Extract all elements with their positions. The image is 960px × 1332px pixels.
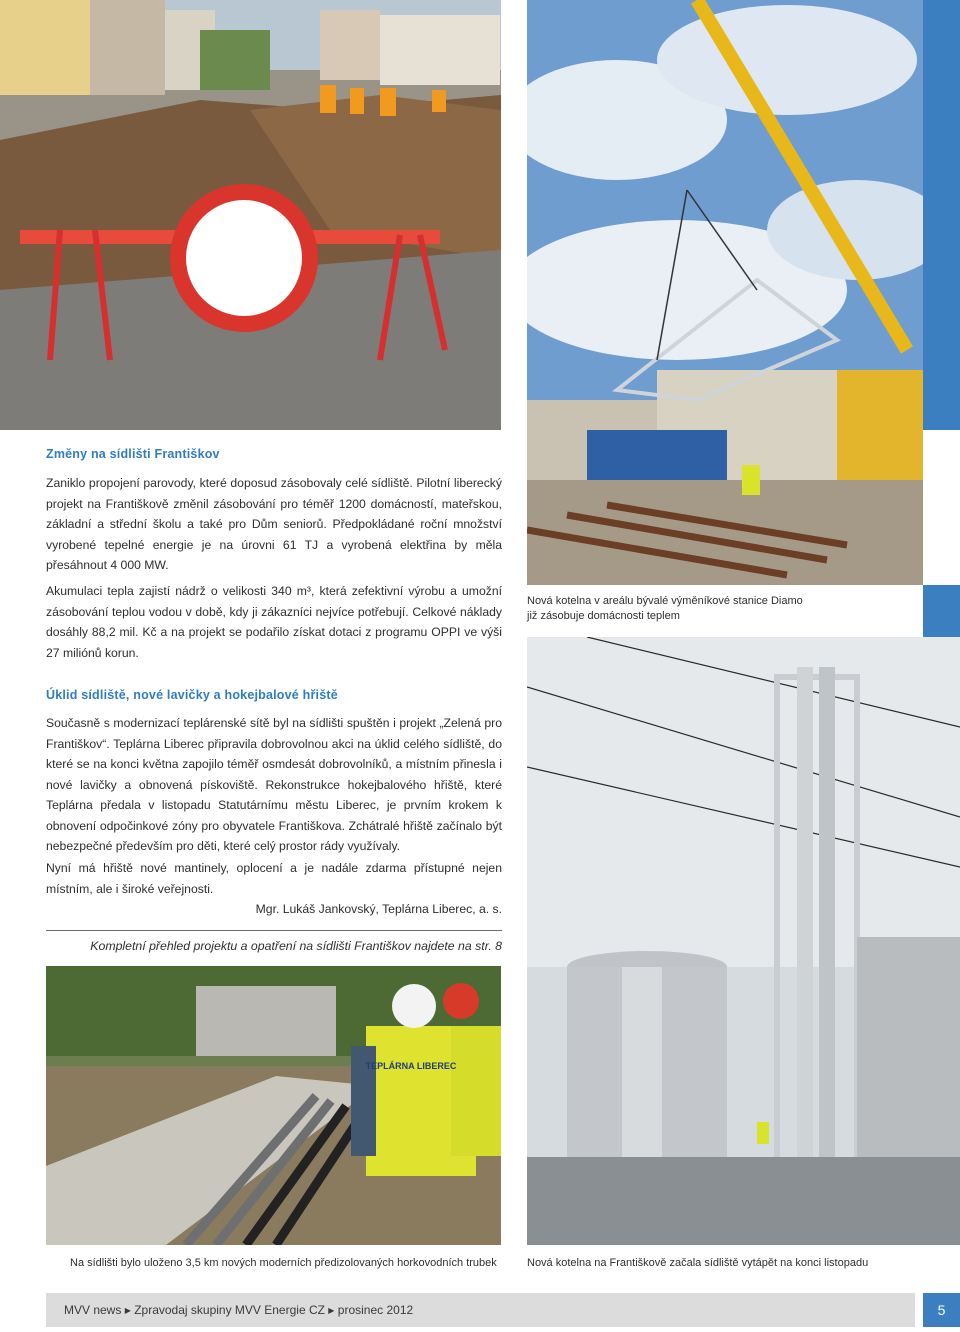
caption-boiler: Nová kotelna na Františkově začala sídliště vytápět na konci listopadu [527,1257,869,1269]
vest-print: TEPLÁRNA LIBEREC [365,1061,457,1071]
reference-note: Kompletní přehled projektu a opatření na sídlišti Františkov najdete na str. 8 [90,939,502,953]
footer-bar [46,1293,915,1327]
caption-crane-line1: Nová kotelna v areálu bývalé výměníkové stanice Diamo [527,595,803,607]
footer-publication: MVV news [64,1303,122,1317]
photo-boiler-plant [527,637,960,1245]
section-heading-cleanup: Úklid sídliště, nové lavičky a hokejbalové hřiště [46,688,338,702]
accent-strip-top [923,0,960,430]
photo-road-construction [0,0,501,430]
footer-date: prosinec 2012 [337,1303,414,1317]
photo-pipe-trench [46,966,501,1245]
footer-subtitle: Zpravodaj skupiny MVV Energie CZ [134,1303,325,1317]
triangle-right-icon: ▶ [328,1306,335,1315]
footer-text [64,1303,413,1317]
article-author: Mgr. Lukáš Jankovský, Teplárna Liberec, a. s. [255,902,502,916]
page-number: 5 [923,1293,960,1327]
divider-line [46,930,502,931]
caption-crane [527,594,887,624]
section2-paragraph-1: Současně s modernizací teplárenské sítě byl na sídlišti spuštěn i projekt „Zelená pro Františkov“. Teplárna Liberec připravila dobrovolnou akci na úklid celého sídliště, do které se na konci května zapojilo téměř osmdesát dobrovolníků, a místním přinesla i nové lavičky a obnovená pískoviště. Rekonstrukce hokejbalového hřiště, které Teplárna předala v listopadu Statutárnímu městu Liberec, je prvním krokem k obnovení odpočinkové zóny pro obyvatele Františkova. Zchátralé hřiště začínalo být nebezpečné především pro děti, které celý prostor rády využívaly. [46,716,502,853]
section-heading-frantiskov: Změny na sídlišti Františkov [46,447,220,461]
triangle-right-icon: ▶ [124,1306,131,1315]
photo-crane-lifting [527,0,923,585]
section1-paragraph-1: Zaniklo propojení parovody, které doposud zásobovaly celé sídliště. Pilotní liberecký projekt na Františkově změnil zásobování pro téměř 1200 domácností, mateřskou, základní a střední školu a také pro Dům seniorů. Předpokládané roční množství vyrobené tepelné energie je na úrovni 61 TJ a vyrobená elektřina by měla přesáhnout 4 000 MW. [46,476,502,572]
section2-paragraph-2: Nyní má hřiště nové mantinely, oplocení a je nadále zdarma přístupné nejen místním, ale i široké veřejnosti. [46,861,502,896]
caption-pipes: Na sídlišti bylo uloženo 3,5 km nových moderních předizolovaných horkovodních trubek [70,1257,497,1269]
section1-paragraph-2: Akumulaci tepla zajistí nádrž o velikosti 340 m³, která zefektivní výrobu a umožní zásobování teplou vodou v době, kdy ji zákazníci nejvíce potřebují. Celkové náklady dosáhly 88,2 mil. Kč a na projekt se podařilo získat dotaci z programu OPPI ve výši 27 miliónů korun. [46,584,502,660]
caption-crane-line2: již zásobuje domácnosti teplem [527,610,680,622]
